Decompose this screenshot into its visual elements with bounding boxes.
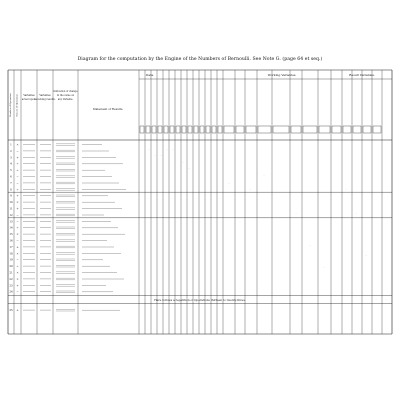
cell-mark: · <box>249 188 251 191</box>
row-number: 8 <box>10 188 12 192</box>
variable-card-box <box>158 126 162 133</box>
variable-card-box <box>188 126 192 133</box>
variable-card-box <box>164 126 168 133</box>
row-operation: ÷ <box>16 225 19 230</box>
row-number: 18 <box>9 252 13 256</box>
variable-card-box <box>303 126 317 133</box>
header-nature-of-operation: Nature of Operation. <box>15 93 19 117</box>
variable-card-box <box>194 126 198 133</box>
row-number: 23 <box>9 284 13 288</box>
row-number: 5 <box>10 169 12 173</box>
cell-mark: · <box>228 182 230 185</box>
row-number: 24 <box>9 290 13 294</box>
variable-card-box <box>319 126 330 133</box>
row-number: 7 <box>10 181 12 185</box>
row-operation: × <box>16 251 19 256</box>
variable-card-box <box>291 126 301 133</box>
row-operation: ÷ <box>16 168 19 173</box>
row-number: 13 <box>9 220 13 224</box>
row-number: 4 <box>10 162 12 166</box>
cell-mark: · <box>355 212 357 215</box>
row-number: 11 <box>9 207 13 211</box>
variable-card-box <box>152 126 156 133</box>
row-operation: + <box>16 206 19 211</box>
row-operation: + <box>16 283 19 288</box>
variable-card-box <box>206 126 210 133</box>
header-indication-of-change-2: in the value on <box>56 94 75 97</box>
row-number: 9 <box>10 194 12 198</box>
cell-mark: · <box>166 148 168 151</box>
row-number: 14 <box>9 226 13 230</box>
cell-mark: · <box>154 154 156 157</box>
row-operation: − <box>16 257 19 262</box>
row-operation: ÷ <box>16 161 19 166</box>
row-operation: − <box>16 289 19 294</box>
cell-mark: · <box>188 167 190 170</box>
variable-card-box <box>353 126 361 133</box>
row-operation: − <box>16 219 19 224</box>
row-number: 25 <box>9 309 13 313</box>
row-number: 15 <box>9 233 13 237</box>
header-number-of-operation: Number of Operation. <box>9 92 12 118</box>
cell-mark: · <box>385 298 387 301</box>
row-operation: − <box>16 212 19 217</box>
cell-mark: · <box>295 212 297 215</box>
row-operation: + <box>16 308 19 313</box>
header-indication-of-change: Indication of change <box>53 90 78 93</box>
row-operation: ÷ <box>16 187 19 192</box>
cell-mark: · <box>172 148 174 151</box>
row-number: 12 <box>9 213 13 217</box>
row-number: 20 <box>9 265 13 269</box>
row-number: 1 <box>10 143 12 147</box>
row-number: 17 <box>9 245 13 249</box>
variable-card-box <box>273 126 289 133</box>
variable-card-box <box>246 126 256 133</box>
variable-card-box <box>343 126 351 133</box>
row-number: 10 <box>9 201 13 205</box>
row-operation: − <box>16 148 19 153</box>
row-operation: × <box>16 200 19 205</box>
variable-card-box <box>218 126 222 133</box>
header-data: Data. <box>145 73 155 77</box>
variable-card-box <box>224 126 234 133</box>
cell-mark: · <box>263 174 265 177</box>
variable-card-box <box>176 126 180 133</box>
row-operation: + <box>16 193 19 198</box>
variable-card-box <box>182 126 186 133</box>
variable-card-box <box>236 126 244 133</box>
header-variables-acted-upon-2: acted upon. <box>21 98 37 101</box>
row-number: 3 <box>10 156 12 160</box>
row-operation: + <box>16 155 19 160</box>
cell-mark: · <box>365 254 367 257</box>
variable-card-box <box>373 126 381 133</box>
row-number: 19 <box>9 258 13 262</box>
variable-card-box <box>363 126 371 133</box>
row-number: 2 <box>10 149 12 153</box>
header-variables-acted-upon: Variables <box>23 94 35 97</box>
variable-card-box <box>332 126 341 133</box>
row-number: 16 <box>9 239 13 243</box>
row-number: 22 <box>9 277 13 281</box>
row-operation: − <box>16 174 19 179</box>
footnote-text: Here follows a repetition of Operations thirteen to twenty-three. <box>154 297 246 302</box>
header-variables-receiving: Variables <box>39 94 51 97</box>
cell-mark: · <box>160 154 162 157</box>
row-number: 6 <box>10 175 12 179</box>
cell-mark: · <box>309 244 311 247</box>
variable-card-box <box>212 126 216 133</box>
variable-card-box <box>258 126 271 133</box>
variable-card-box <box>140 126 144 133</box>
row-number: 21 <box>9 271 13 275</box>
header-variables-receiving-2: receiving results. <box>34 98 56 101</box>
cell-mark: · <box>148 148 150 151</box>
variable-card-box <box>200 126 204 133</box>
row-operation: + <box>16 244 19 249</box>
header-statement-of-results: Statement of Results. <box>92 107 124 111</box>
variable-card-box <box>146 126 150 133</box>
cell-mark: · <box>323 266 325 269</box>
cell-mark: · <box>375 298 377 301</box>
row-operation: × <box>16 276 19 281</box>
header-working-variables: Working Variables. <box>267 73 297 77</box>
cell-mark: · <box>345 188 347 191</box>
row-operation: × <box>16 270 19 275</box>
page-title: Diagram for the computation by the Engine of the Numbers of Bernoulli. See Note G. (page 64 et seq.) <box>77 57 323 62</box>
header-result-variables: Result Variables. <box>349 73 375 77</box>
row-operation: − <box>16 238 19 243</box>
variable-card-box <box>170 126 174 133</box>
row-operation: × <box>16 142 19 147</box>
row-operation: × <box>16 232 19 237</box>
cell-mark: · <box>182 161 184 164</box>
row-operation: − <box>16 180 19 185</box>
row-operation: ÷ <box>16 264 19 269</box>
header-indication-of-change-3: any Variable. <box>57 98 74 101</box>
